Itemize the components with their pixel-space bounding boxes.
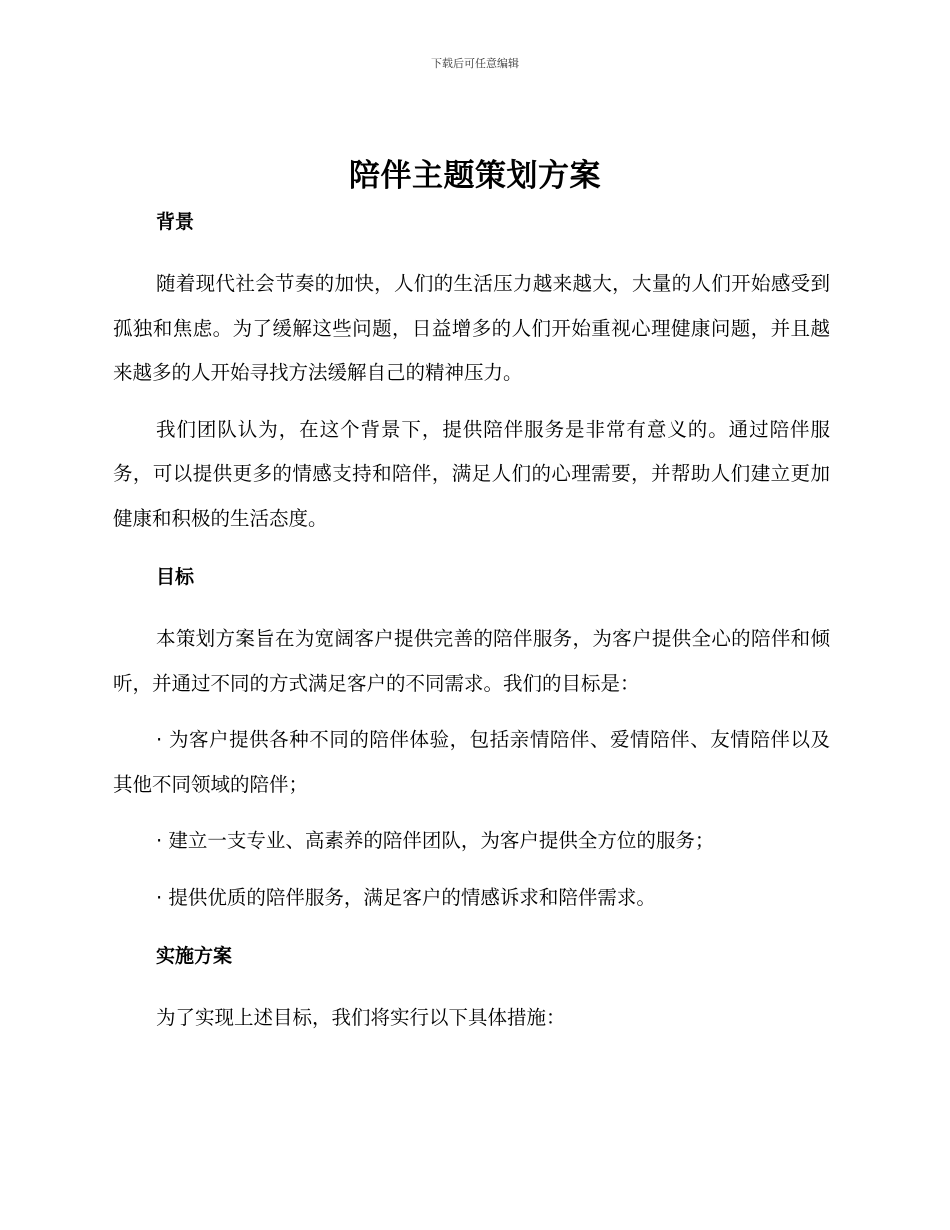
document-body	[113, 204, 830, 1041]
bullet-item: · 为客户提供各种不同的陪伴体验，包括亲情陪伴、爱情陪伴、友情陪伴以及其他不同领域的陪伴；	[113, 728, 830, 796]
header-note: 下载后可任意编辑	[431, 57, 519, 70]
paragraph: 随着现代社会节奏的加快，人们的生活压力越来越大，大量的人们开始感受到孤独和焦虑。为了缓解这些问题，日益增多的人们开始重视心理健康问题，并且越来越多的人开始寻找方法缓解自己的精神压力。	[113, 272, 830, 384]
section-heading-goals: 目标	[156, 566, 195, 588]
bullet-item: · 提供优质的陪伴服务，满足客户的情感诉求和陪伴需求。	[156, 885, 656, 909]
section-heading-background: 背景	[156, 211, 195, 233]
paragraph: 我们团队认为，在这个背景下，提供陪伴服务是非常有意义的。通过陪伴服务，可以提供更多的情感支持和陪伴，满足人们的心理需要，并帮助人们建立更加健康和积极的生活态度。	[113, 417, 830, 530]
section-heading-implementation: 实施方案	[156, 945, 233, 967]
document-title: 陪伴主题策划方案	[349, 158, 601, 194]
bullet-item: · 建立一支专业、高素养的陪伴团队，为客户提供全方位的服务；	[156, 829, 715, 852]
paragraph: 为了实现上述目标，我们将实行以下具体措施：	[156, 1006, 566, 1029]
paragraph: 本策划方案旨在为宽阔客户提供完善的陪伴服务，为客户提供全心的陪伴和倾听，并通过不同的方式满足客户的不同需求。我们的目标是：	[113, 627, 830, 695]
